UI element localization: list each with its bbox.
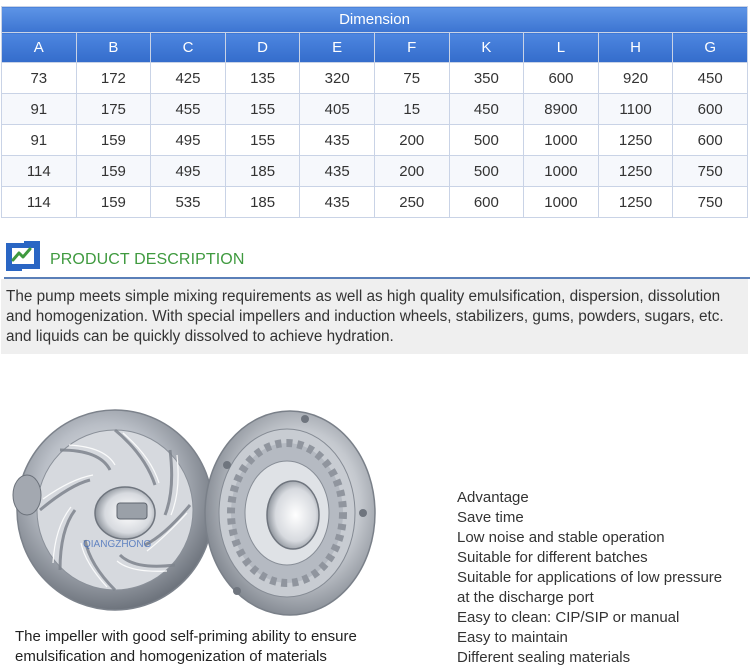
stator-part [205, 411, 375, 615]
table-cell: 75 [374, 63, 449, 94]
table-row [2, 63, 748, 94]
table-cell: 1250 [598, 156, 673, 187]
advantage-item: Easy to maintain [457, 629, 568, 646]
table-cell: 750 [673, 156, 748, 187]
table-cell: 425 [151, 63, 226, 94]
table-cell: 450 [449, 94, 524, 125]
caption-line: The impeller with good self-priming ability to ensure [15, 628, 357, 645]
column-header: G [673, 33, 748, 63]
table-cell: 600 [673, 94, 748, 125]
illustration-caption [15, 627, 415, 667]
table-cell: 1250 [598, 125, 673, 156]
table-cell: 159 [76, 187, 151, 218]
table-title: Dimension [2, 7, 748, 33]
table-cell: 320 [300, 63, 375, 94]
dimension-table [1, 6, 748, 218]
column-header: K [449, 33, 524, 63]
table-cell: 500 [449, 156, 524, 187]
advantage-item: Low noise and stable operation [457, 529, 665, 546]
table-cell: 435 [300, 156, 375, 187]
table-cell: 1000 [524, 156, 599, 187]
table-row [2, 94, 748, 125]
table-cell: 200 [374, 125, 449, 156]
table-cell: 435 [300, 187, 375, 218]
table-cell: 185 [225, 156, 300, 187]
table-cell: 172 [76, 63, 151, 94]
table-row [2, 125, 748, 156]
column-header: A [2, 33, 77, 63]
table-header-row [2, 33, 748, 63]
advantages-heading: Advantage [457, 489, 529, 506]
column-header: C [151, 33, 226, 63]
advantage-item: at the discharge port [457, 589, 594, 606]
table-cell: 73 [2, 63, 77, 94]
table-cell: 455 [151, 94, 226, 125]
table-cell: 535 [151, 187, 226, 218]
advantage-item: Save time [457, 509, 524, 526]
table-cell: 15 [374, 94, 449, 125]
advantages-list [457, 488, 749, 668]
advantage-item: Different sealing materials [457, 649, 631, 666]
table-cell: 500 [449, 125, 524, 156]
advantage-item: Suitable for applications of low pressure [457, 569, 723, 586]
table-cell: 159 [76, 125, 151, 156]
table-cell: 1000 [524, 187, 599, 218]
table-cell: 600 [673, 125, 748, 156]
table-cell: 600 [449, 187, 524, 218]
table-cell: 200 [374, 156, 449, 187]
section-header [4, 238, 750, 278]
table-cell: 185 [225, 187, 300, 218]
table-cell: 920 [598, 63, 673, 94]
table-cell: 155 [225, 94, 300, 125]
column-header: H [598, 33, 673, 63]
watermark-text: QIANGZHONG [83, 539, 152, 550]
table-cell: 114 [2, 187, 77, 218]
table-cell: 91 [2, 125, 77, 156]
table-body [2, 63, 748, 218]
advantage-item: Easy to clean: CIP/SIP or manual [457, 609, 680, 626]
table-cell: 450 [673, 63, 748, 94]
column-header: F [374, 33, 449, 63]
table-cell: 600 [524, 63, 599, 94]
table-cell: 1000 [524, 125, 599, 156]
product-description: The pump meets simple mixing requirements as well as high quality emulsification, dispersion, dissolution and homogenization. With special impellers and induction wheels, stabilizers, gums, powders, sugars, etc. and liquids can be quickly dissolved to achieve hydration. [1, 279, 748, 354]
table-row [2, 156, 748, 187]
table-cell: 155 [225, 125, 300, 156]
table-cell: 495 [151, 125, 226, 156]
column-header: L [524, 33, 599, 63]
table-cell: 175 [76, 94, 151, 125]
impeller-illustration [5, 395, 405, 620]
table-row [2, 187, 748, 218]
column-header: B [76, 33, 151, 63]
table-cell: 114 [2, 156, 77, 187]
rotor-part [13, 410, 213, 610]
table-cell: 405 [300, 94, 375, 125]
table-cell: 159 [76, 156, 151, 187]
table-cell: 1250 [598, 187, 673, 218]
table-cell: 91 [2, 94, 77, 125]
table-cell: 750 [673, 187, 748, 218]
caption-line: emulsification and homogenization of materials [15, 648, 327, 665]
column-header: D [225, 33, 300, 63]
table-cell: 435 [300, 125, 375, 156]
table-cell: 250 [374, 187, 449, 218]
section-title: PRODUCT DESCRIPTION [50, 251, 245, 268]
table-cell: 135 [225, 63, 300, 94]
table-cell: 495 [151, 156, 226, 187]
brand-logo-icon [4, 240, 42, 272]
table-cell: 1100 [598, 94, 673, 125]
column-header: E [300, 33, 375, 63]
advantage-item: Suitable for different batches [457, 549, 648, 566]
table-cell: 8900 [524, 94, 599, 125]
table-cell: 350 [449, 63, 524, 94]
